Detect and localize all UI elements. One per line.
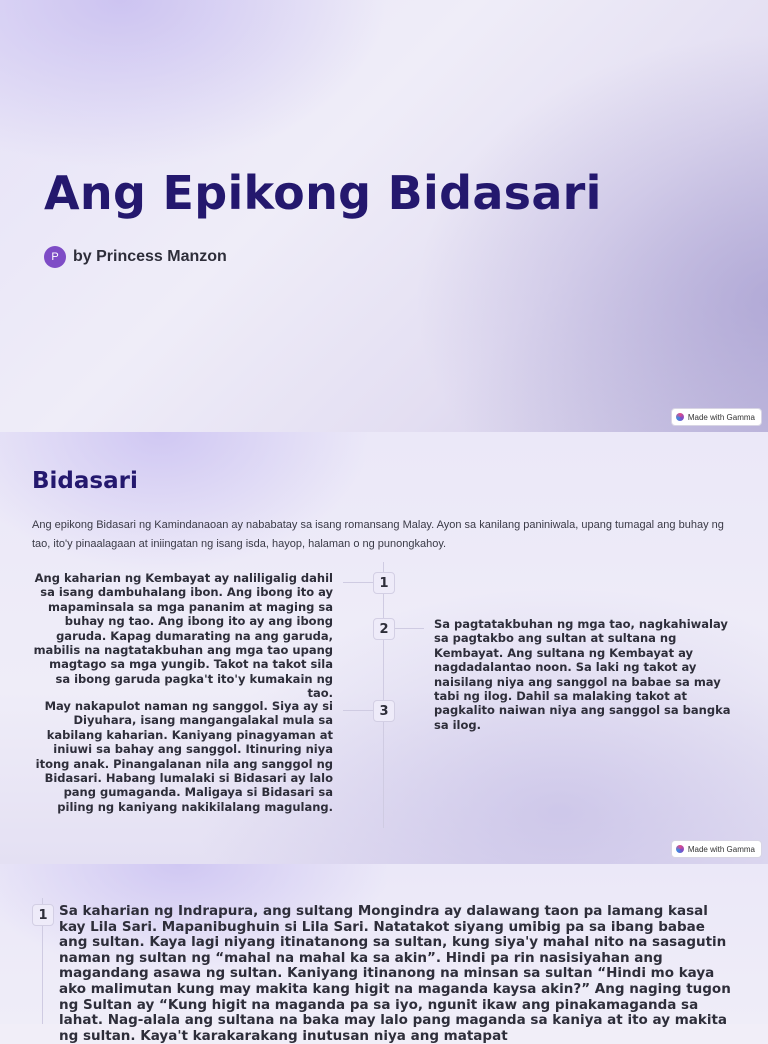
timeline-connector: [343, 582, 373, 583]
timeline-marker-2: 2: [373, 618, 395, 640]
gamma-logo-icon: [676, 845, 684, 853]
timeline-line: [383, 562, 384, 828]
author-name: by Princess Manzon: [73, 248, 227, 265]
timeline-marker-3: 3: [373, 700, 395, 722]
author-line: [44, 246, 227, 268]
timeline-connector: [394, 628, 424, 629]
timeline-marker-1: 1: [373, 572, 395, 594]
slide-title: [0, 0, 768, 432]
made-with-gamma-badge[interactable]: [671, 840, 762, 858]
timeline-marker-1: 1: [32, 904, 54, 926]
badge-label: Made with Gamma: [687, 412, 755, 422]
avatar: P: [44, 246, 66, 268]
timeline-connector: [343, 710, 373, 711]
timeline-text-2: Sa pagtatakbuhan ng mga tao, nagkahiwalay sa pagtakbo ang sultan at sultana ng Kembayat. Ang sultana ng Kembayat ay nagdadalantao noon. Sa laki ng takot ay naisilang niya ang sanggol na babae sa may tabi ng ilog. Dahil sa malaking takot at pagkalito naiwan niya ang sanggol sa bangka sa ilog.: [434, 617, 731, 732]
section-title: Bidasari: [32, 468, 138, 494]
intro-paragraph: Ang epikong Bidasari ng Kamindanaoan ay nababatay sa isang romansang Malay. Ayon sa kanilang paniniwala, upang tumagal ang buhay ng tao, ito'y pinaalagaan at iniingatan ng isang isda, hayop, halaman o ng punongkahoy.: [32, 519, 724, 550]
gamma-logo-icon: [676, 413, 684, 421]
made-with-gamma-badge[interactable]: [671, 408, 762, 426]
timeline-text-1: Ang kaharian ng Kembayat ay naliligalig dahil sa isang dambuhalang ibon. Ang ibong ito ay mapaminsala sa mga pananim at maging sa buhay ng tao. Ang ibong ito ay ang ibong garuda. Kapag dumarating na ang garuda, mabilis na nagtatakbuhan ang mga tao upang magtago sa mga yungib. Takot na takot sila sa ibong garuda pagka't ito'y kumakain ng tao.: [33, 571, 333, 701]
timeline-text-3: May nakapulot naman ng sanggol. Siya ay si Diyuhara, isang mangangalakal mula sa kabilang kaharian. Kaniyang pinagyaman at iniuwi sa bahay ang sanggol. Itinuring niya itong anak. Pinangalanan nila ang sanggol ng Bidasari. Habang lumalaki si Bidasari ay lalo pang gumaganda. Maligaya si Bidasari sa piling ng kaniyang nakikilalang magulang.: [35, 699, 333, 814]
slide-story: [0, 864, 768, 1044]
badge-label: Made with Gamma: [687, 844, 755, 854]
slide-bidasari: [0, 432, 768, 864]
page-title: Ang Epikong Bidasari: [44, 166, 602, 220]
story-paragraph: Sa kaharian ng Indrapura, ang sultang Mongindra ay dalawang taon pa lamang kasal kay Lila Sari. Mapanibughuin si Lila Sari. Natatakot siyang umibig pa sa ibang babae ang sultan. Kaya lagi niyang itinatanong sa sultan, kung siya'y mahal nito na sasagutin naman ng sultan ng “mahal na mahal ka sa akin”. Hindi pa rin nasisiyahan ang magandang asawa ng sultan. Kaniyang itinanong na minsan sa sultan “Hindi mo kaya ako malimutan kung may makita kang higit na maganda kaysa akin?” Ang naging tugon ng Sultan ay “Kung higit na maganda pa sa iyo, ngunit ikaw ang pinakamaganda sa lahat. Nag-alala ang sultana na baka may lalo pang maganda sa kaniya at ito ay makita ng sultan. Kaya't karakarakang inutusan niya ang matapat: [59, 903, 731, 1044]
